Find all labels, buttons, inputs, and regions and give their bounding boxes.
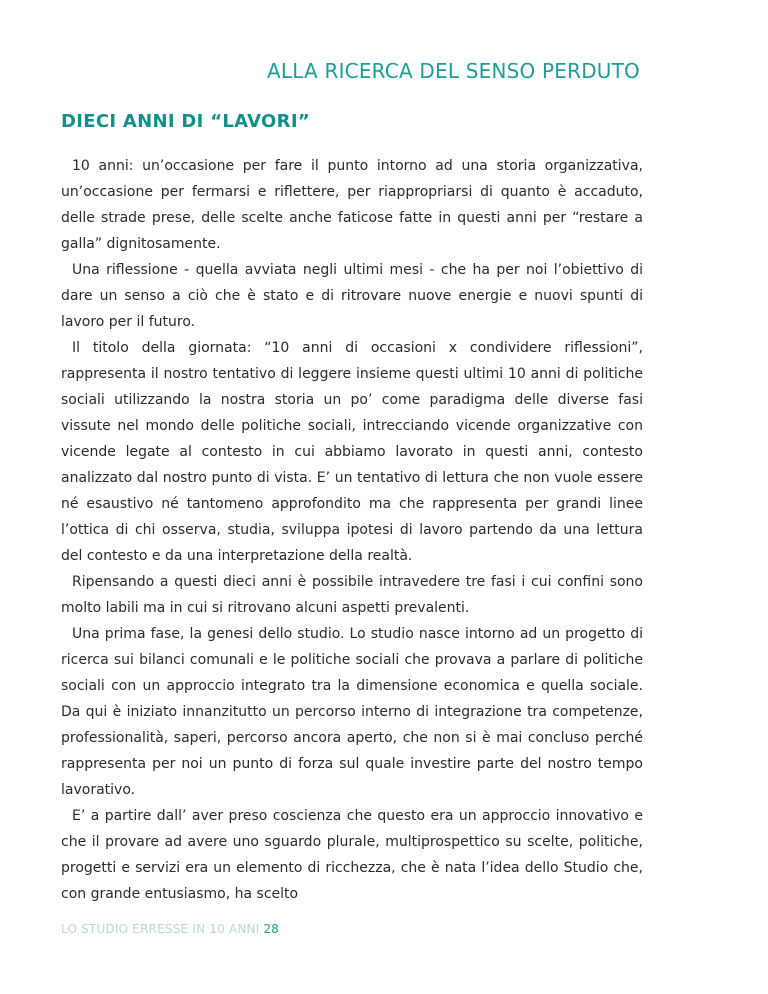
- paragraph: Una prima fase, la genesi dello studio. Lo studio nasce intorno ad un progetto di ricerca sui bilanci comunali e le politiche sociali che provava a parlare di politiche sociali con un approccio integrato tra la dimensione economica e quella sociale. Da qui è iniziato innanzitutto un percorso interno di integrazione tra competenze, professionalità, saperi, percorso ancora aperto, che non si è mai concluso perché rappresenta per noi un punto di forza sul quale investire parte del nostro tempo lavorativo.: [61, 626, 643, 798]
- page-number: 28: [263, 922, 279, 936]
- footer-label: LO STUDIO ERRESSE IN 10 ANNI: [61, 922, 260, 936]
- body-text: [61, 153, 643, 907]
- paragraph: Il titolo della giornata: “10 anni di occasioni x condividere riflessioni”, rappresenta il nostro tentativo di leggere insieme questi ultimi 10 anni di politiche sociali utilizzando la nostra storia un po’ come paradigma delle diverse fasi vissute nel mondo delle politiche sociali, intrecciando vicende organizzative con vicende legate al contesto in cui abbiamo lavorato in questi anni, contesto analizzato dal nostro punto di vista. E’ un tentativo di lettura che non vuole essere né esaustivo né tantomeno approfondito ma che rappresenta per grandi linee l’ottica di chi osserva, studia, sviluppa ipotesi di lavoro partendo da una lettura del contesto e da una interpretazione della realtà.: [61, 340, 643, 564]
- paragraph: Ripensando a questi dieci anni è possibile intravedere tre fasi i cui confini sono molto labili ma in cui si ritrovano alcuni aspetti prevalenti.: [61, 574, 643, 616]
- section-title: DIECI ANNI DI “LAVORI”: [61, 111, 310, 132]
- paragraph: Una riflessione - quella avviata negli ultimi mesi - che ha per noi l’obiettivo di dare un senso a ciò che è stato e di ritrovare nuove energie e nuovi spunti di lavoro per il futuro.: [61, 262, 643, 330]
- paragraph: E’ a partire dall’ aver preso coscienza che questo era un approccio innovativo e che il provare ad avere uno sguardo plurale, multiprospettico su scelte, politiche, progetti e servizi era un elemento di ricchezza, che è nata l’idea dello Studio che, con grande entusiasmo, ha scelto: [61, 808, 643, 902]
- running-head-title: ALLA RICERCA DEL SENSO PERDUTO: [267, 59, 640, 83]
- page-footer: [61, 922, 279, 936]
- paragraph: 10 anni: un’occasione per fare il punto intorno ad una storia organizzativa, un’occasione per fermarsi e riflettere, per riappropriarsi di quanto è accaduto, delle strade prese, delle scelte anche faticose fatte in questi anni per “restare a galla” dignitosamente.: [61, 158, 643, 252]
